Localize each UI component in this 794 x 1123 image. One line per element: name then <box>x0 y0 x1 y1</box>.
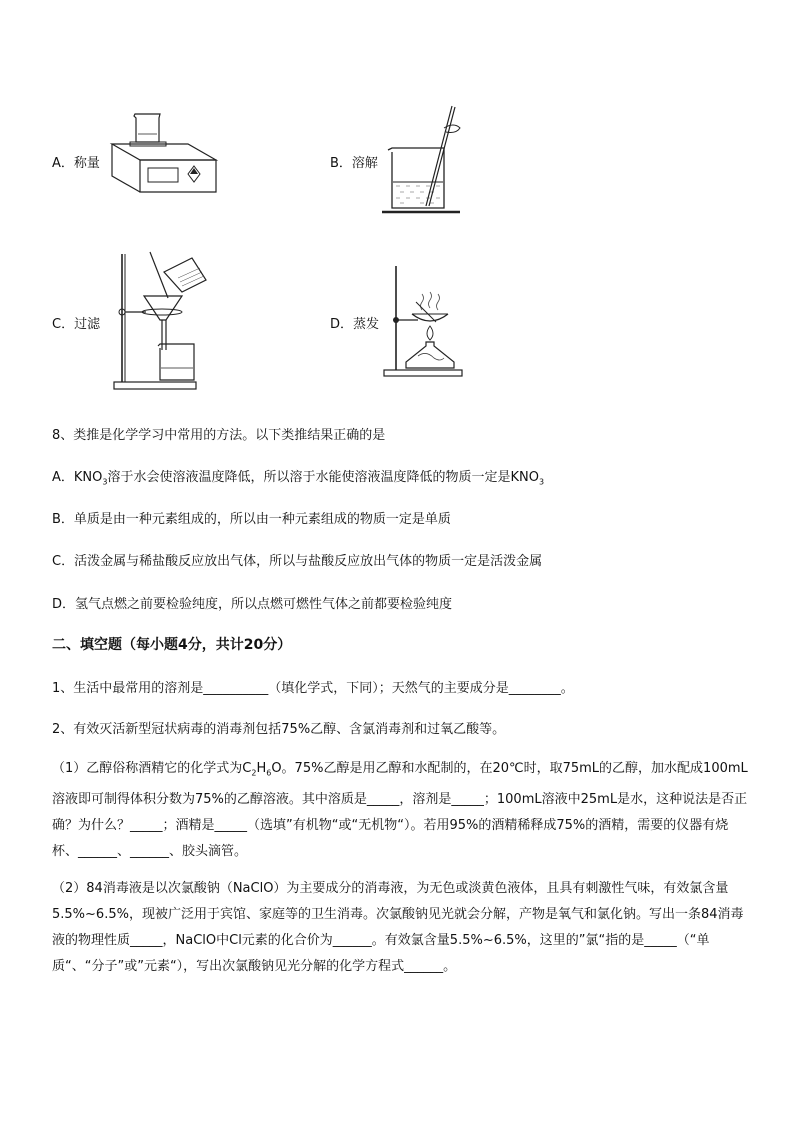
q8-option-a-mid: 溶于水会使溶液温度降低，所以溶于水能使溶液温度降低的物质一定是KNO <box>107 470 539 485</box>
q8-option-a-sub2: 3 <box>538 477 545 487</box>
option-c-letter: C． <box>52 317 75 332</box>
q8-option-c: C．活泼金属与稀盐酸反应放出气体，所以与盐酸反应放出气体的物质一定是活泼金属 <box>52 554 543 569</box>
q8-option-b: B．单质是由一种元素组成的，所以由一种元素组成的物质一定是单质 <box>52 512 451 527</box>
q2-part1-b: H <box>256 761 267 776</box>
q2-part1-c: O。75%乙醇是用乙醇和水配制的，在20℃时，取75mL的乙醇，加水配成100mL溶液即可制得体积分数为75%的乙醇溶液。其中溶质是_____，溶剂是_____；100mL溶液中25mL是水，这种说法是否正确？为什么？_____；酒精是_____（选填”有机物“或“无机物“）。若用95%的酒精稀释成75%的酒精，需要的仪器有烧杯、______、______、胶头滴管。 <box>52 761 748 859</box>
q8-option-a-pre: A．KNO <box>52 470 103 485</box>
q8-option-a-sub1: 3 <box>102 477 108 487</box>
q2-part2: （2）84消毒液是以次氯酸钠（NaClO）为主要成分的消毒液，为无色或淡黄色液体，且具有刺激性气味，有效氯含量5.5%~6.5%，现被广泛用于宾馆、家庭等的卫生消毒。次氯酸钠见光就会分解，产物是氧气和氯化钠。写出一条84消毒液的物理性质_____，NaClO中Cl元素的化合价为______。有效氯含量5.5%~6.5%，这里的”氯“指的是_____（“单质“、“分子”或”元素“），写出次氯酸钠见光分解的化学方程式______。 <box>52 881 744 974</box>
evaporation-figure <box>382 262 468 380</box>
option-c <box>52 313 100 332</box>
option-b-label: 溶解 <box>351 156 378 171</box>
option-b <box>330 152 378 171</box>
option-d <box>330 313 379 332</box>
option-a-label: 称量 <box>73 156 100 171</box>
q2-part1-sub1: 2 <box>251 768 257 778</box>
option-a <box>52 152 100 171</box>
option-a-letter: A． <box>52 156 74 171</box>
q2-part1 <box>52 756 752 865</box>
q2-part1-a: （1）乙醇俗称酒精它的化学式为C <box>52 761 252 776</box>
q8-stem: 8、类推是化学学习中常用的方法。以下类推结果正确的是 <box>52 428 386 443</box>
q8-option-a <box>52 466 544 487</box>
dissolving-figure <box>382 102 464 214</box>
option-d-letter: D． <box>330 317 354 332</box>
q8-option-d: D．氢气点燃之前要检验纯度，所以点燃可燃性气体之前都要检验纯度 <box>52 597 453 612</box>
section2-heading: 二、填空题（每小题4分，共计20分） <box>52 637 292 653</box>
balance-figure <box>108 108 220 198</box>
q2-part1-sub2: 6 <box>266 768 272 778</box>
q1-text: 1、生活中最常用的溶剂是__________（填化学式，下同）；天然气的主要成分是________。 <box>52 681 574 696</box>
filtration-figure <box>110 250 222 392</box>
option-b-letter: B． <box>330 156 352 171</box>
q2-stem: 2、有效灭活新型冠状病毒的消毒剂包括75%乙醇、含氯消毒剂和过氧乙酸等。 <box>52 722 506 737</box>
option-d-label: 蒸发 <box>353 317 380 332</box>
option-c-label: 过滤 <box>74 317 101 332</box>
